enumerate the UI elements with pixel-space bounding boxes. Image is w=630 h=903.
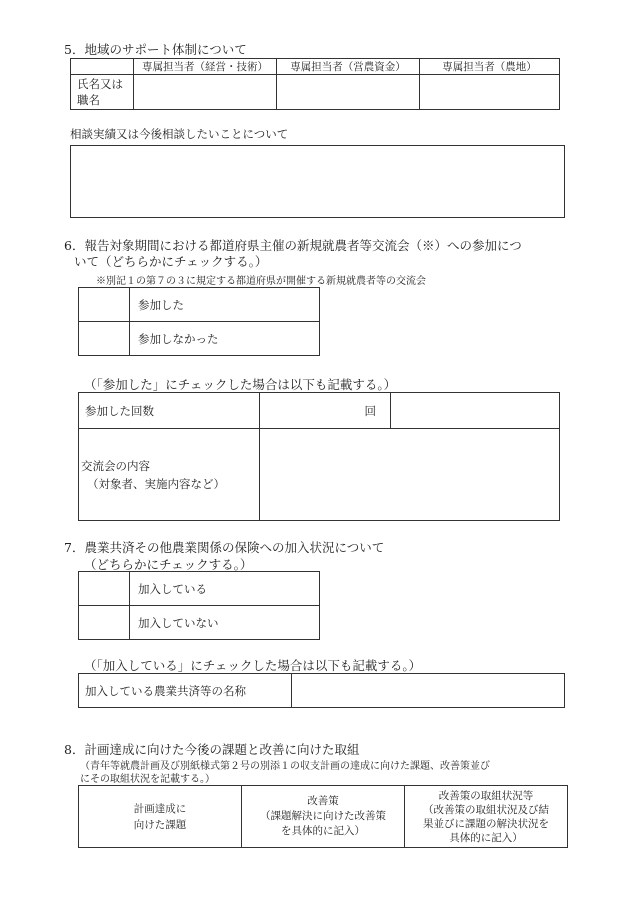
consultation-label: 相談実績又は今後相談したいことについて [70,127,289,141]
section-6-heading-line1: 6．報告対象期間における都道府県主催の新規就農者等交流会（※）への参加につ [64,238,522,253]
name-or-title-label [71,75,134,110]
consultation-textbox[interactable] [70,145,565,218]
funding-staff-field[interactable] [277,75,420,110]
measures-line2: （課題解決に向けた改善策 [260,810,386,822]
participated-checkbox[interactable] [79,288,130,322]
progress-line2: （改善策の取組状況及び結 [423,803,549,816]
section-8-note-line1: （青年等就農計画及び別紙様式第２号の別添１の収支計画の達成に向けた課題、改善策並び [80,761,490,772]
section-7-sub-note: （「加入している」にチェックした場合は以下も記載する。） [84,658,422,673]
exchange-details-table [78,392,560,521]
farmland-staff-field[interactable] [420,75,560,110]
participation-count-field[interactable] [260,393,391,429]
insurance-name-label: 加入している農業共済等の名称 [79,674,292,708]
not-participated-checkbox[interactable] [79,322,130,356]
section-5-heading: 5．地域のサポート体制について [64,42,247,57]
participation-check-table [78,287,320,356]
not-enrolled-checkbox[interactable] [79,606,130,640]
exchange-content-field[interactable] [260,429,560,521]
count-unit: 回 [364,403,376,418]
progress-line1: 改善策の取組状況等 [438,789,534,802]
section-6-sub-note: （「参加した」にチェックした場合は以下も記載する。） [84,377,397,392]
exchange-content-label [79,429,260,521]
participation-count-label: 参加した回数 [79,393,260,429]
col-header-measures [242,786,405,848]
option-enrolled: 加入している [130,572,320,606]
insurance-name-table [78,673,565,708]
section-8-note-line2: にその取組状況を記載する。） [80,774,215,785]
name-label-line2: 職名 [77,93,100,107]
section-8-heading: 8．計画達成に向けた今後の課題と改善に向けた取組 [64,742,360,757]
issues-line2: 向けた課題 [133,818,187,831]
corner-cell [71,59,134,75]
management-staff-field[interactable] [134,75,277,110]
section-6-heading-line2: いて（どちらかにチェックする。） [74,254,268,269]
measures-line1: 改善策 [307,795,339,807]
content-label-line2: （対象者、実施内容など） [87,476,225,491]
plan-issues-table [78,785,568,848]
option-not-enrolled: 加入していない [130,606,320,640]
support-staff-table [70,58,560,110]
section-7-heading-line2: （どちらかにチェックする。） [84,557,253,572]
option-not-participated: 参加しなかった [130,322,320,356]
content-label-line1: 交流会の内容 [81,458,150,473]
issues-line1: 計画達成に [133,802,187,815]
progress-line4: 具体的に記入） [449,831,523,844]
insurance-name-field[interactable] [292,674,565,708]
insurance-check-table [78,571,320,640]
name-label-line1: 氏名又は [77,77,123,91]
col-header-management: 専属担当者（経営・技術） [134,59,277,75]
measures-line3: を具体的に記入） [281,825,365,837]
option-participated: 参加した [130,288,320,322]
col-header-issues [79,786,242,848]
enrolled-checkbox[interactable] [79,572,130,606]
progress-line3: 果並びに課題の解決状況を [423,817,549,830]
col-header-farmland: 専属担当者（農地） [420,59,560,75]
col-header-funding: 専属担当者（営農資金） [277,59,420,75]
section-6-note: ※別記１の第７の３に規定する都道府県が開催する新規就農者等の交流会 [96,276,426,287]
participation-count-extra[interactable] [391,393,560,429]
col-header-progress [405,786,568,848]
section-7-heading-line1: 7．農業共済その他農業関係の保険への加入状況について [64,540,385,555]
